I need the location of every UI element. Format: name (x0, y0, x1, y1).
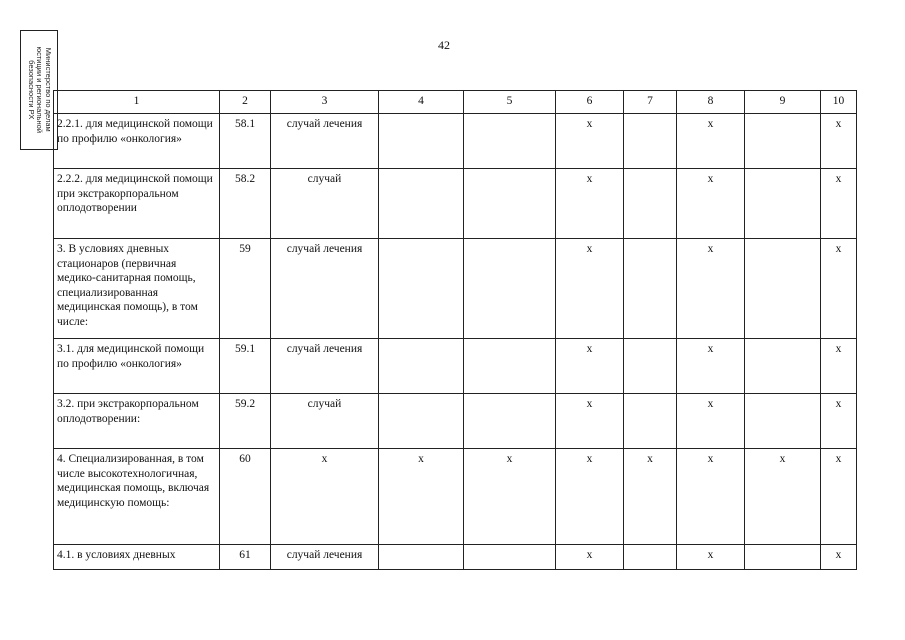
cell: 59 (220, 239, 271, 339)
cell (624, 239, 677, 339)
cell: случай лечения (271, 339, 379, 394)
cell: х (624, 449, 677, 545)
cell: х (556, 114, 624, 169)
row-name: 4.1. в условиях дневных (54, 545, 220, 570)
cell: 59.1 (220, 339, 271, 394)
cell (624, 394, 677, 449)
row-name: 4. Специализированная, в том числе высокотехнологичная, медицинская помощь, включая медицинскую помощь: (54, 449, 220, 545)
table-row (54, 114, 857, 169)
cell (745, 394, 821, 449)
column-header: 6 (556, 91, 624, 114)
cell: х (821, 545, 857, 570)
table-row (54, 545, 857, 570)
cell: 60 (220, 449, 271, 545)
table-row (54, 239, 857, 339)
cell: случай (271, 394, 379, 449)
cell: х (677, 169, 745, 239)
cell (464, 339, 556, 394)
cell: х (677, 114, 745, 169)
cell: 58.1 (220, 114, 271, 169)
stamp-line: юстиции и региональной (35, 46, 45, 134)
page-number: 42 (438, 38, 450, 52)
cell: случай лечения (271, 545, 379, 570)
cell: х (821, 339, 857, 394)
document-table (53, 90, 857, 570)
stamp-line: безопасности РХ (26, 60, 36, 120)
cell: х (464, 449, 556, 545)
row-name: 3.2. при экстракорпоральном оплодотворении: (54, 394, 220, 449)
cell (464, 169, 556, 239)
cell: х (677, 545, 745, 570)
column-header: 5 (464, 91, 556, 114)
column-header: 8 (677, 91, 745, 114)
cell (379, 339, 464, 394)
stamp-text (26, 47, 52, 134)
table-row (54, 169, 857, 239)
cell: х (379, 449, 464, 545)
cell (745, 545, 821, 570)
row-name: 3.1. для медицинской помощи по профилю «онкология» (54, 339, 220, 394)
cell (464, 239, 556, 339)
row-name: 3. В условиях дневных стационаров (первичная медико-санитарная помощь, специализированная медицинская помощь), в том числе: (54, 239, 220, 339)
cell: х (556, 169, 624, 239)
cell: х (745, 449, 821, 545)
cell: х (556, 394, 624, 449)
cell: случай лечения (271, 239, 379, 339)
cell (464, 394, 556, 449)
column-header: 9 (745, 91, 821, 114)
cell (379, 394, 464, 449)
row-name: 2.2.1. для медицинской помощи по профилю «онкология» (54, 114, 220, 169)
cell (745, 169, 821, 239)
cell: х (677, 239, 745, 339)
cell: 61 (220, 545, 271, 570)
cell (624, 339, 677, 394)
cell: х (556, 339, 624, 394)
cell (624, 114, 677, 169)
stamp-line: Министерство по делам (43, 48, 53, 132)
cell: х (271, 449, 379, 545)
cell: х (677, 394, 745, 449)
column-header: 7 (624, 91, 677, 114)
cell: х (677, 339, 745, 394)
cell: х (821, 394, 857, 449)
cell (464, 114, 556, 169)
cell (745, 239, 821, 339)
cell: случай (271, 169, 379, 239)
cell (624, 545, 677, 570)
column-header: 2 (220, 91, 271, 114)
cell (379, 169, 464, 239)
cell: 59.2 (220, 394, 271, 449)
cell: х (677, 449, 745, 545)
cell (379, 239, 464, 339)
cell: х (556, 239, 624, 339)
cell: х (821, 169, 857, 239)
cell: случай лечения (271, 114, 379, 169)
table-row (54, 449, 857, 545)
cell (745, 339, 821, 394)
cell (464, 545, 556, 570)
column-header: 3 (271, 91, 379, 114)
cell: х (821, 114, 857, 169)
column-header: 10 (821, 91, 857, 114)
header-row (54, 91, 857, 114)
column-header: 4 (379, 91, 464, 114)
row-name: 2.2.2. для медицинской помощи при экстракорпоральном оплодотворении (54, 169, 220, 239)
cell: 58.2 (220, 169, 271, 239)
cell (745, 114, 821, 169)
cell (624, 169, 677, 239)
table-row (54, 339, 857, 394)
cell (379, 114, 464, 169)
cell: х (556, 545, 624, 570)
column-header: 1 (54, 91, 220, 114)
cell (379, 545, 464, 570)
table-row (54, 394, 857, 449)
cell: х (556, 449, 624, 545)
cell: х (821, 449, 857, 545)
cell: х (821, 239, 857, 339)
